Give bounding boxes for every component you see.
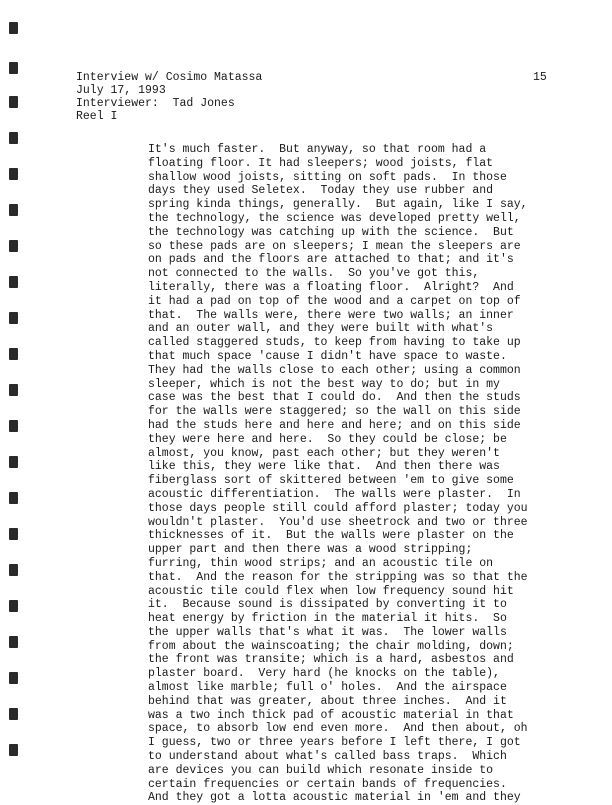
binding-hole [9, 312, 18, 324]
transcript-line: that much space 'cause I didn't have space to waste. [148, 349, 507, 363]
binding-hole [9, 168, 18, 180]
binding-holes [9, 0, 21, 792]
transcript-line: upper part and then there was a wood stripping; [148, 543, 473, 557]
transcript-line: like this, they were like that. And then there was [148, 460, 500, 474]
transcript-line: space, to absorb low end even more. And then about, oh [148, 722, 528, 736]
transcript-line: the front was transite; which is a hard, asbestos and [148, 653, 514, 667]
transcript-line: not connected to the walls. So you've got this, [148, 267, 480, 281]
transcript-line: furring, thin wood strips; and an acoustic tile on [148, 556, 494, 570]
transcript-line: are devices you can build which resonate inside to [148, 763, 494, 777]
transcript-line: the upper walls that's what it was. The lower walls [148, 625, 507, 639]
transcript-line: that. The walls were, there were two walls; an inner [148, 308, 514, 322]
binding-hole [9, 528, 18, 540]
binding-hole [9, 636, 18, 648]
transcript-line: sleeper, which is not the best way to do; but in my [148, 377, 500, 391]
reel-label: Reel I [76, 110, 118, 123]
binding-hole [9, 420, 18, 432]
transcript-line: on pads and the floors are attached to that; and it's [148, 253, 514, 267]
page-number: 15 [533, 71, 547, 84]
transcript-line: it. Because sound is dissipated by converting it to [148, 598, 507, 612]
transcript-line: floating floor. It had sleepers; wood joists, flat [148, 156, 494, 170]
transcript-line: almost like marble; full o' holes. And the airspace [148, 681, 507, 695]
interview-title: Interview w/ Cosimo Matassa [76, 71, 263, 84]
binding-hole [9, 708, 18, 720]
binding-hole [9, 22, 18, 34]
transcript-line: It's much faster. But anyway, so that room had a [148, 143, 487, 156]
transcript-line: spring kinda things, generally. But again, like I say, [148, 198, 528, 212]
binding-hole [9, 62, 18, 74]
binding-hole [9, 600, 18, 612]
transcript-header [76, 71, 262, 123]
binding-hole [9, 132, 18, 144]
binding-hole [9, 564, 18, 576]
transcript-line: They had the walls close to each other; using a common [148, 363, 521, 377]
transcript-line: it had a pad on top of the wood and a carpet on top of [148, 294, 521, 308]
transcript-line: I guess, two or three years before I left there, I got [148, 736, 521, 750]
transcript-line: fiberglass sort of skittered between 'em to give some [148, 474, 514, 488]
transcript-line: those days people still could afford plaster; today you [148, 501, 528, 515]
transcript-line: certain frequencies or certain bands of frequencies. [148, 777, 507, 791]
transcript-line: shallow wood joists, sitting on soft pads. In those [148, 170, 507, 184]
transcript-line: was a two inch thick pad of acoustic material in that [148, 708, 514, 722]
transcript-body [148, 143, 558, 805]
transcript-line: so these pads are on sleepers; I mean the sleepers are [148, 239, 521, 253]
binding-hole [9, 276, 18, 288]
transcript-line: case was the best that I could do. And then the studs [148, 391, 521, 405]
transcript-line: the technology, the science was developed pretty well, [148, 211, 521, 225]
transcript-line: behind that was greater, about three inches. And it [148, 694, 507, 708]
transcript-line: and an outer wall, and they were built with what's [148, 322, 494, 336]
binding-hole [9, 348, 18, 360]
transcript-line: called staggered studs, to keep from having to take up [148, 336, 521, 350]
transcript-line: for the walls were staggered; so the wall on this side [148, 405, 521, 419]
interview-date: July 17, 1993 [76, 84, 166, 97]
transcript-line: wouldn't plaster. You'd use sheetrock and two or three [148, 515, 528, 529]
binding-hole [9, 492, 18, 504]
binding-hole [9, 744, 18, 756]
binding-hole [9, 456, 18, 468]
interviewer-line: Interviewer: Tad Jones [76, 97, 235, 110]
binding-hole [9, 240, 18, 252]
transcript-line: that. And the reason for the stripping was so that the [148, 570, 528, 584]
transcript-line: almost, you know, past each other; but they weren't [148, 446, 500, 460]
binding-hole [9, 384, 18, 396]
transcript-line: acoustic tile could flex when low frequency sound hit [148, 584, 514, 598]
binding-hole [9, 672, 18, 684]
binding-hole [9, 204, 18, 216]
binding-hole [9, 96, 18, 108]
transcript-line: they were here and here. So they could be close; be [148, 432, 507, 446]
transcript-line: to understand about what's called bass traps. Which [148, 750, 507, 764]
transcript-line: thicknesses of it. But the walls were plaster on the [148, 529, 514, 543]
transcript-line: acoustic differentiation. The walls were plaster. In [148, 487, 521, 501]
transcript-line: from about the wainscoating; the chair molding, down; [148, 639, 514, 653]
transcript-line: plaster board. Very hard (he knocks on the table), [148, 667, 500, 681]
transcript-line: heat energy by friction in the material it hits. So [148, 612, 507, 626]
transcript-line: days they used Seletex. Today they use rubber and [148, 184, 494, 198]
transcript-line: And they got a lotta acoustic material in 'em and they [148, 791, 521, 805]
transcript-line: had the studs here and here and here; and on this side [148, 418, 521, 432]
transcript-line: literally, there was a floating floor. Alright? And [148, 280, 514, 294]
transcript-line: the technology was catching up with the science. But [148, 225, 514, 239]
